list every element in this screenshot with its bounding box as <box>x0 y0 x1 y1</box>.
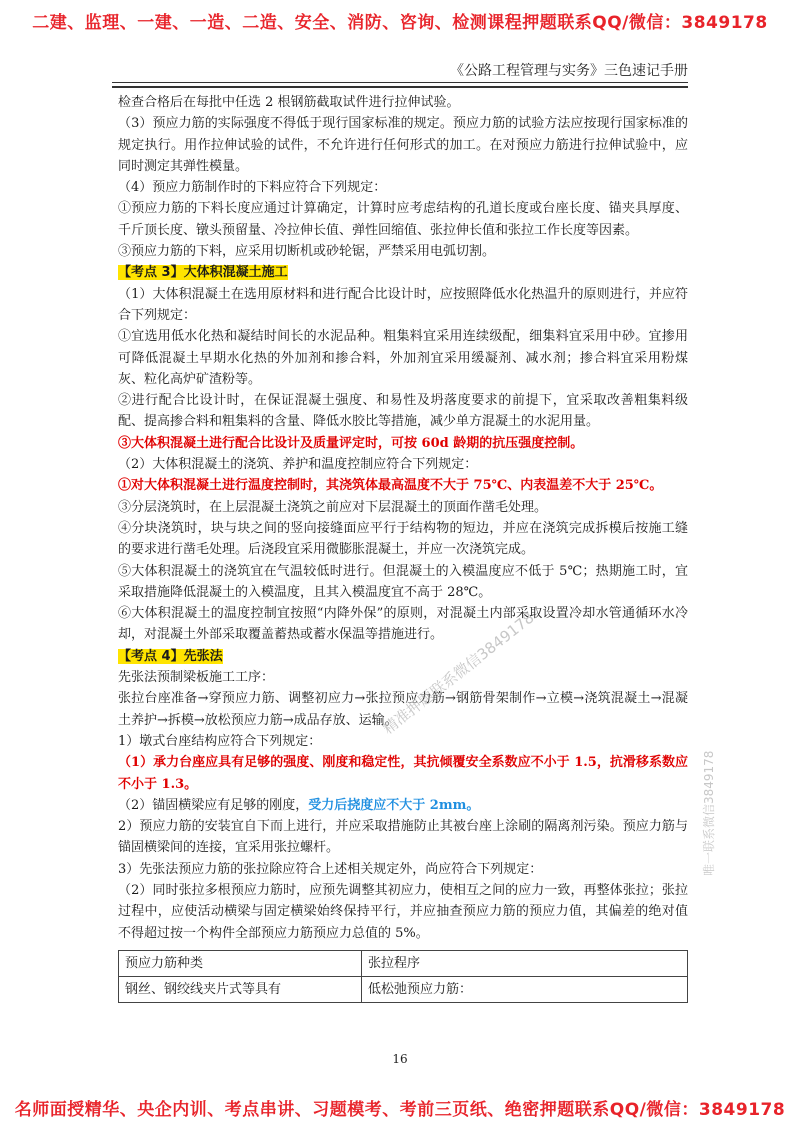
section-heading-4: 【考点 4】先张法 <box>118 648 223 664</box>
watermark-vertical: 唯一联系微信3849178 <box>702 750 716 876</box>
paragraph: ②进行配合比设计时，在保证混凝土强度、和易性及坍落度要求的前提下，宜采取改善粗集料级配、提高掺合料和粗集料的含量、降低水胶比等措施，减少单方混凝土的水泥用量。 <box>118 393 688 430</box>
paragraph: （2）大体积混凝土的浇筑、养护和温度控制应符合下列规定： <box>118 457 478 473</box>
paragraph: （2）同时张拉多根预应力筋时，应预先调整其初应力，使相互之间的应力一致，再整体张拉；张拉过程中，应使活动横梁与固定横梁始终保持平行，并应抽查预应力筋的预应力值，其偏差的绝对值不得超过按一个构件全部预应力筋预应力总值的 5%。 <box>118 882 688 941</box>
header-rule-thick <box>112 86 688 88</box>
paragraph: ③预应力筋的下料，应采用切断机或砂轮锯，严禁采用电弧切割。 <box>118 244 496 260</box>
paragraph: （4）预应力筋制作时的下料应符合下列规定： <box>118 180 387 196</box>
header-rule-thin <box>112 82 688 83</box>
paragraph: 先张法预制梁板施工工序： <box>118 670 275 686</box>
paragraph: ⑤大体积混凝土的浇筑宜在气温较低时进行。但混凝土的入模温度应不低于 5℃；热期施工时，宜采取措施降低混凝土的入模温度，且其入模温度宜不高于 28℃。 <box>118 563 688 600</box>
table-cell: 钢丝、钢绞线夹片式等具有 <box>119 977 362 1003</box>
watermark-diagonal: 精准押题联系微信3849178 <box>379 608 538 738</box>
paragraph: 检查合格后在每批中任选 2 根钢筋截取试件进行拉伸试验。 <box>118 95 460 110</box>
paragraph: ①宜选用低水化热和凝结时间长的水泥品种。粗集料宜采用连续级配，细集料宜采用中砂。宜掺用可降低混凝土早期水化热的外加剂和掺合料，外加剂宜采用缓凝剂、减水剂；掺合料宜采用粉煤灰、粒化高炉矿渣粉等。 <box>118 329 688 387</box>
paragraph: ①预应力筋的下料长度应通过计算确定，计算时应考虑结构的孔道长度或台座长度、锚夹具厚度、千斤顶长度、镦头预留量、冷拉伸长值、弹性回缩值、张拉伸长值和张拉工作长度等因素。 <box>118 201 688 238</box>
top-banner: 二建、监理、一建、一造、二造、安全、消防、咨询、检测课程押题联系QQ/微信：3849178 <box>32 13 768 33</box>
paragraph: ④分块浇筑时，块与块之间的竖向接缝面应平行于结构物的短边，并应在浇筑完成拆模后按施工缝的要求进行凿毛处理。后浇段宜采用微膨胀混凝土，并应一次浇筑完成。 <box>118 520 688 558</box>
paragraph: 2）预应力筋的安装宜自下而上进行，并应采取措施防止其被台座上涂刷的隔离剂污染。预应力筋与锚固横梁间的连接，宜采用张拉螺杆。 <box>118 819 688 856</box>
paragraph-text: （2）锚固横梁应有足够的刚度， <box>118 797 309 813</box>
bottom-banner: 名师面授精华、央企内训、考点串讲、习题模考、考前三页纸、绝密押题联系QQ/微信：3849178 <box>14 1100 786 1120</box>
section-heading-3: 【考点 3】大体积混凝土施工 <box>118 265 288 281</box>
key-point-red: ①对大体积混凝土进行温度控制时，其浇筑体最高温度不大于 75℃、内表温差不大于 25℃。 <box>118 478 663 494</box>
paragraph <box>118 795 688 816</box>
page-content <box>118 92 688 1003</box>
tensioning-table <box>118 950 688 1004</box>
page-number: 16 <box>392 1052 408 1066</box>
paragraph: ⑥大体积混凝土的温度控制宜按照“内降外保”的原则，对混凝土内部采取设置冷却水管通循环水冷却，对混凝土外部采取覆盖蓄热或蓄水保温等措施进行。 <box>118 606 688 643</box>
paragraph: （3）预应力筋的实际强度不得低于现行国家标准的规定。预应力筋的试验方法应按现行国家标准的规定执行。用作拉伸试验的试件，不允许进行任何形式的加工。在对预应力筋进行拉伸试验中，应同时测定其弹性模量。 <box>118 116 688 174</box>
paragraph: 张拉台座准备→穿预应力筋、调整初应力→张拉预应力筋→钢筋骨架制作→立模→浇筑混凝土→混凝土养护→拆模→放松预应力筋→成品存放、运输。 <box>118 691 688 728</box>
table-cell: 低松弛预应力筋： <box>362 977 688 1003</box>
key-point-red: （1）承力台座应具有足够的强度、刚度和稳定性，其抗倾覆安全系数应不小于 1.5，抗滑移系数应不小于 1.3。 <box>118 755 688 792</box>
table-header-cell: 张拉程序 <box>362 950 688 976</box>
table-header-row <box>119 950 688 976</box>
key-point-red: ③大体积混凝土进行配合比设计及质量评定时，可按 60d 龄期的抗压强度控制。 <box>118 435 584 451</box>
paragraph: ③分层浇筑时，在上层混凝土浇筑之前应对下层混凝土的顶面作凿毛处理。 <box>118 499 548 515</box>
table-header-cell: 预应力筋种类 <box>119 950 362 976</box>
paragraph: 1）墩式台座结构应符合下列规定： <box>118 733 322 749</box>
key-point-blue: 受力后挠度应不大于 2mm。 <box>308 797 480 813</box>
page-header-title: 《公路工程管理与实务》三色速记手册 <box>450 63 688 79</box>
paragraph: （1）大体积混凝土在选用原材料和进行配合比设计时，应按照降低水化热温升的原则进行，并应符合下列规定： <box>118 286 688 323</box>
table-row <box>119 977 688 1003</box>
paragraph: 3）先张法预应力筋的张拉除应符合上述相关规定外，尚应符合下列规定： <box>118 861 543 877</box>
